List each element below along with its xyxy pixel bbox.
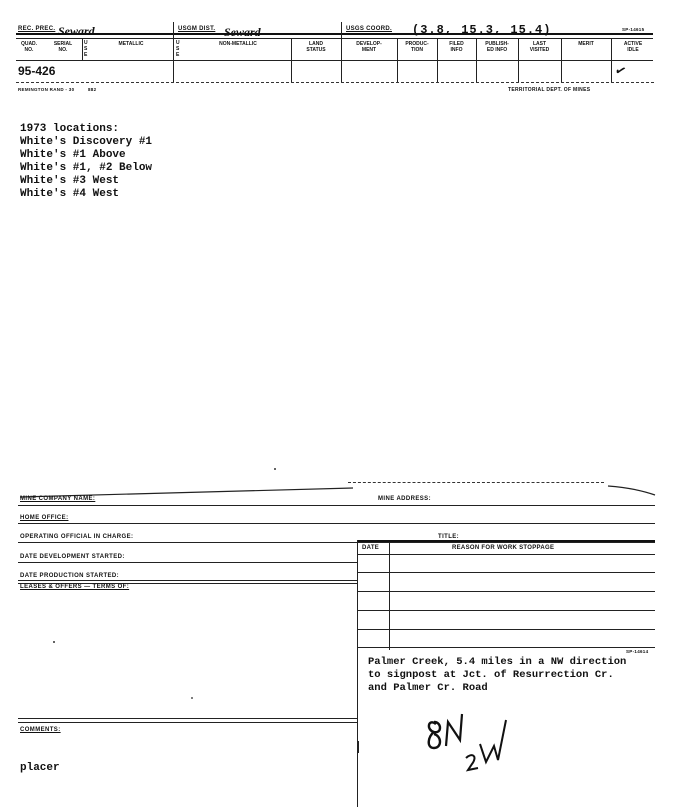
form-number-top: SP-14615 (622, 27, 645, 32)
stoppage-date-divider (389, 542, 390, 650)
form-rule (18, 722, 358, 723)
stoppage-date-header: DATE (362, 545, 380, 551)
leases-label: LEASES & OFFERS — TERMS OF: (20, 584, 130, 590)
stoppage-top-rule (357, 540, 655, 542)
stoppage-left-border (357, 540, 358, 650)
usgm-dist-label: USGM DIST. (178, 26, 216, 32)
home-office-label: HOME OFFICE: (20, 515, 69, 521)
form-rule (18, 580, 358, 581)
printer-code: 882 (88, 87, 97, 92)
usgs-coord-value: (3.8, 15.3, 15.4) (412, 23, 552, 37)
location-entry: White's #3 West (20, 175, 120, 187)
location-line: Palmer Creek, 5.4 miles in a NW direction (368, 656, 627, 668)
form-rule (18, 542, 655, 543)
stoppage-row-rule (357, 629, 655, 630)
form-rule (18, 562, 358, 563)
location-line: and Palmer Cr. Road (368, 682, 488, 694)
date-production-label: DATE PRODUCTION STARTED: (20, 573, 120, 579)
col-header-use-nonmetallic: U S E (176, 40, 180, 58)
mine-address-label: MINE ADDRESS: (378, 496, 431, 502)
location-entry: White's #4 West (20, 188, 120, 200)
location-line: to signpost at Jct. of Resurrection Cr. (368, 669, 614, 681)
comments-label: COMMENTS: (20, 727, 61, 733)
active-check-mark: ✓ (612, 61, 629, 80)
col-header-quad: QUAD. NO. (20, 41, 38, 53)
stoppage-reason-header: REASON FOR WORK STOPPAGE (452, 545, 555, 551)
rec-prec-label: REC. PREC. (18, 26, 56, 32)
location-entry: White's Discovery #1 (20, 136, 153, 148)
col-header-last-visited: LAST VISITED (529, 41, 550, 53)
col-header-development: DEVELOP- MENT (356, 41, 382, 53)
printer-imprint: REMINGTON RAND - 30 (18, 87, 75, 92)
form-rule (18, 718, 358, 719)
form-number-bottom: SP-14614 (626, 649, 649, 654)
comments-value: placer (20, 762, 60, 774)
mine-company-name-label: MINE COMPANY NAME: (20, 496, 96, 502)
operating-official-label: OPERATING OFFICIAL IN CHARGE: (20, 534, 134, 540)
location-entry: White's #1, #2 Below (20, 162, 153, 174)
col-header-land-status: LAND STATUS (306, 41, 326, 53)
col-header-filed-info: FILED INFO (449, 41, 464, 53)
title-label: TITLE: (438, 534, 460, 540)
quad-serial-number: 95-426 (18, 64, 56, 78)
col-header-nonmetallic: NON-METALLIC (219, 41, 257, 47)
col-header-active-idle: ACTIVE IDLE (623, 41, 643, 53)
stoppage-row-rule (357, 591, 655, 592)
stoppage-row-rule (357, 647, 655, 648)
lower-right-border (357, 650, 358, 807)
department-name: TERRITORIAL DEPT. OF MINES (508, 87, 591, 93)
notes-heading: 1973 locations: (20, 123, 120, 135)
stoppage-row-rule (357, 554, 655, 555)
form-rule (18, 505, 655, 506)
col-header-use-metallic: U S E (84, 40, 88, 58)
date-development-label: DATE DEVELOPMENT STARTED: (20, 554, 125, 560)
lower-right-mark (357, 741, 359, 753)
col-header-production: PRODUC- TION (405, 41, 429, 53)
stoppage-row-rule (357, 572, 655, 573)
location-entry: White's #1 Above (20, 149, 126, 161)
col-header-published-info: PUBLISH- ED INFO (485, 41, 509, 53)
usgs-coord-label: USGS COORD. (346, 26, 392, 32)
col-header-metallic: METALLIC (118, 41, 144, 47)
handwritten-township-range (420, 700, 530, 780)
form-rule (18, 523, 655, 524)
col-header-serial: SERIAL NO. (53, 41, 73, 53)
rec-prec-value: Seward (58, 24, 95, 38)
stoppage-row-rule (357, 610, 655, 611)
usgm-dist-value: Seward (224, 25, 261, 39)
col-header-merit: MERIT (578, 41, 594, 47)
